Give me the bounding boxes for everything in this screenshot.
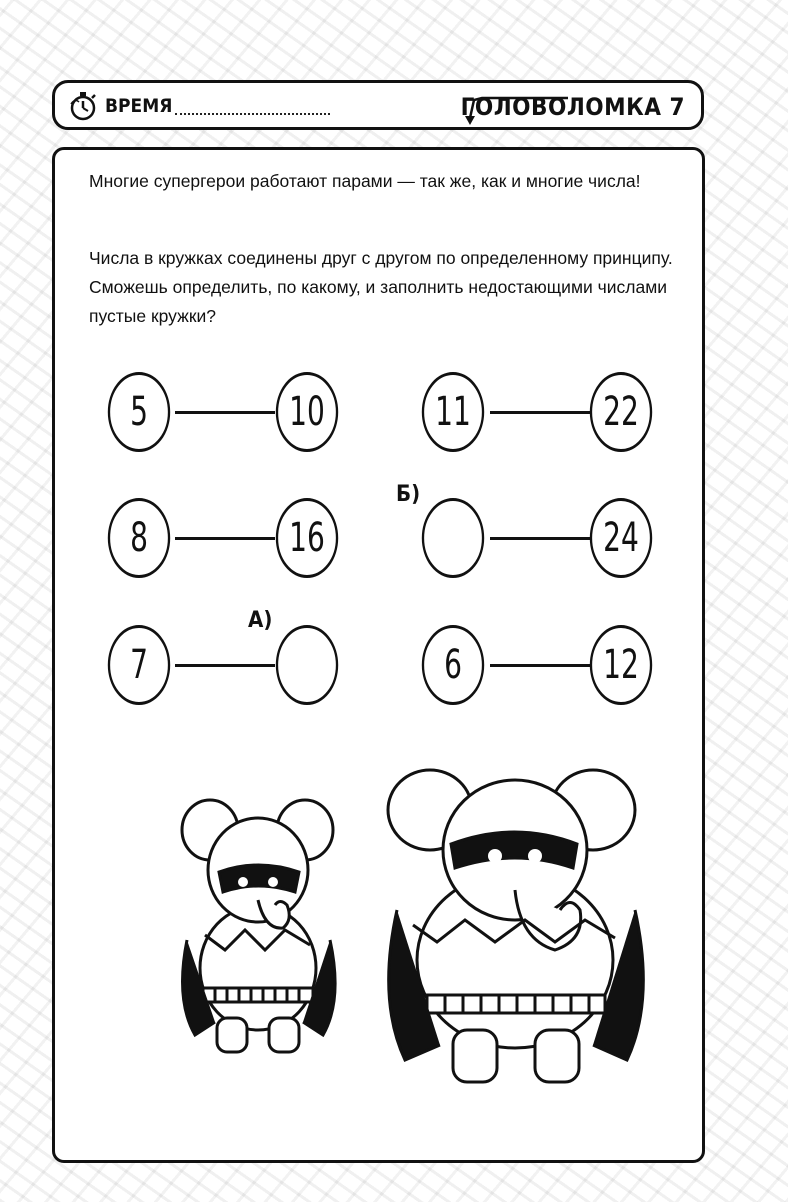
connector-line xyxy=(490,411,590,414)
time-label: ВРЕМЯ xyxy=(105,95,173,117)
connector-line xyxy=(490,537,590,540)
empty-answer-circle-a[interactable] xyxy=(276,625,338,705)
number-circle: 22 xyxy=(590,372,652,452)
intro-paragraph-1: Многие супергерои работают парами — так же, как и многие числа! xyxy=(89,171,641,191)
time-input-line[interactable] xyxy=(175,113,330,115)
intro-paragraph-2: Числа в кружках соединены друг с другом по определенному принципу. Сможешь определить, по какому, и заполнить недостающими числами пустые кружки? xyxy=(89,248,673,326)
elephant-superheroes-illustration xyxy=(115,760,675,1090)
number-circle: 6 xyxy=(422,625,484,705)
small-elephant-illustration xyxy=(182,800,335,1052)
number-circle: 24 xyxy=(590,498,652,578)
connector-line xyxy=(175,664,275,667)
connector-line xyxy=(175,411,275,414)
connector-line xyxy=(490,664,590,667)
number-circle: 10 xyxy=(276,372,338,452)
page-header xyxy=(52,80,704,130)
number-circle: 12 xyxy=(590,625,652,705)
big-elephant-illustration xyxy=(388,770,643,1082)
puzzle-title: ГОЛОВОЛОМКА 7 xyxy=(460,93,685,121)
empty-answer-circle-b[interactable] xyxy=(422,498,484,578)
number-circle: 11 xyxy=(422,372,484,452)
number-circle: 16 xyxy=(276,498,338,578)
number-circle: 7 xyxy=(108,625,170,705)
connector-line xyxy=(175,537,275,540)
number-circle: 5 xyxy=(108,372,170,452)
puzzle-panel xyxy=(52,147,705,1163)
label-b: Б) xyxy=(396,482,421,507)
number-circle: 8 xyxy=(108,498,170,578)
stopwatch-icon xyxy=(67,90,99,122)
label-a: А) xyxy=(248,608,273,633)
